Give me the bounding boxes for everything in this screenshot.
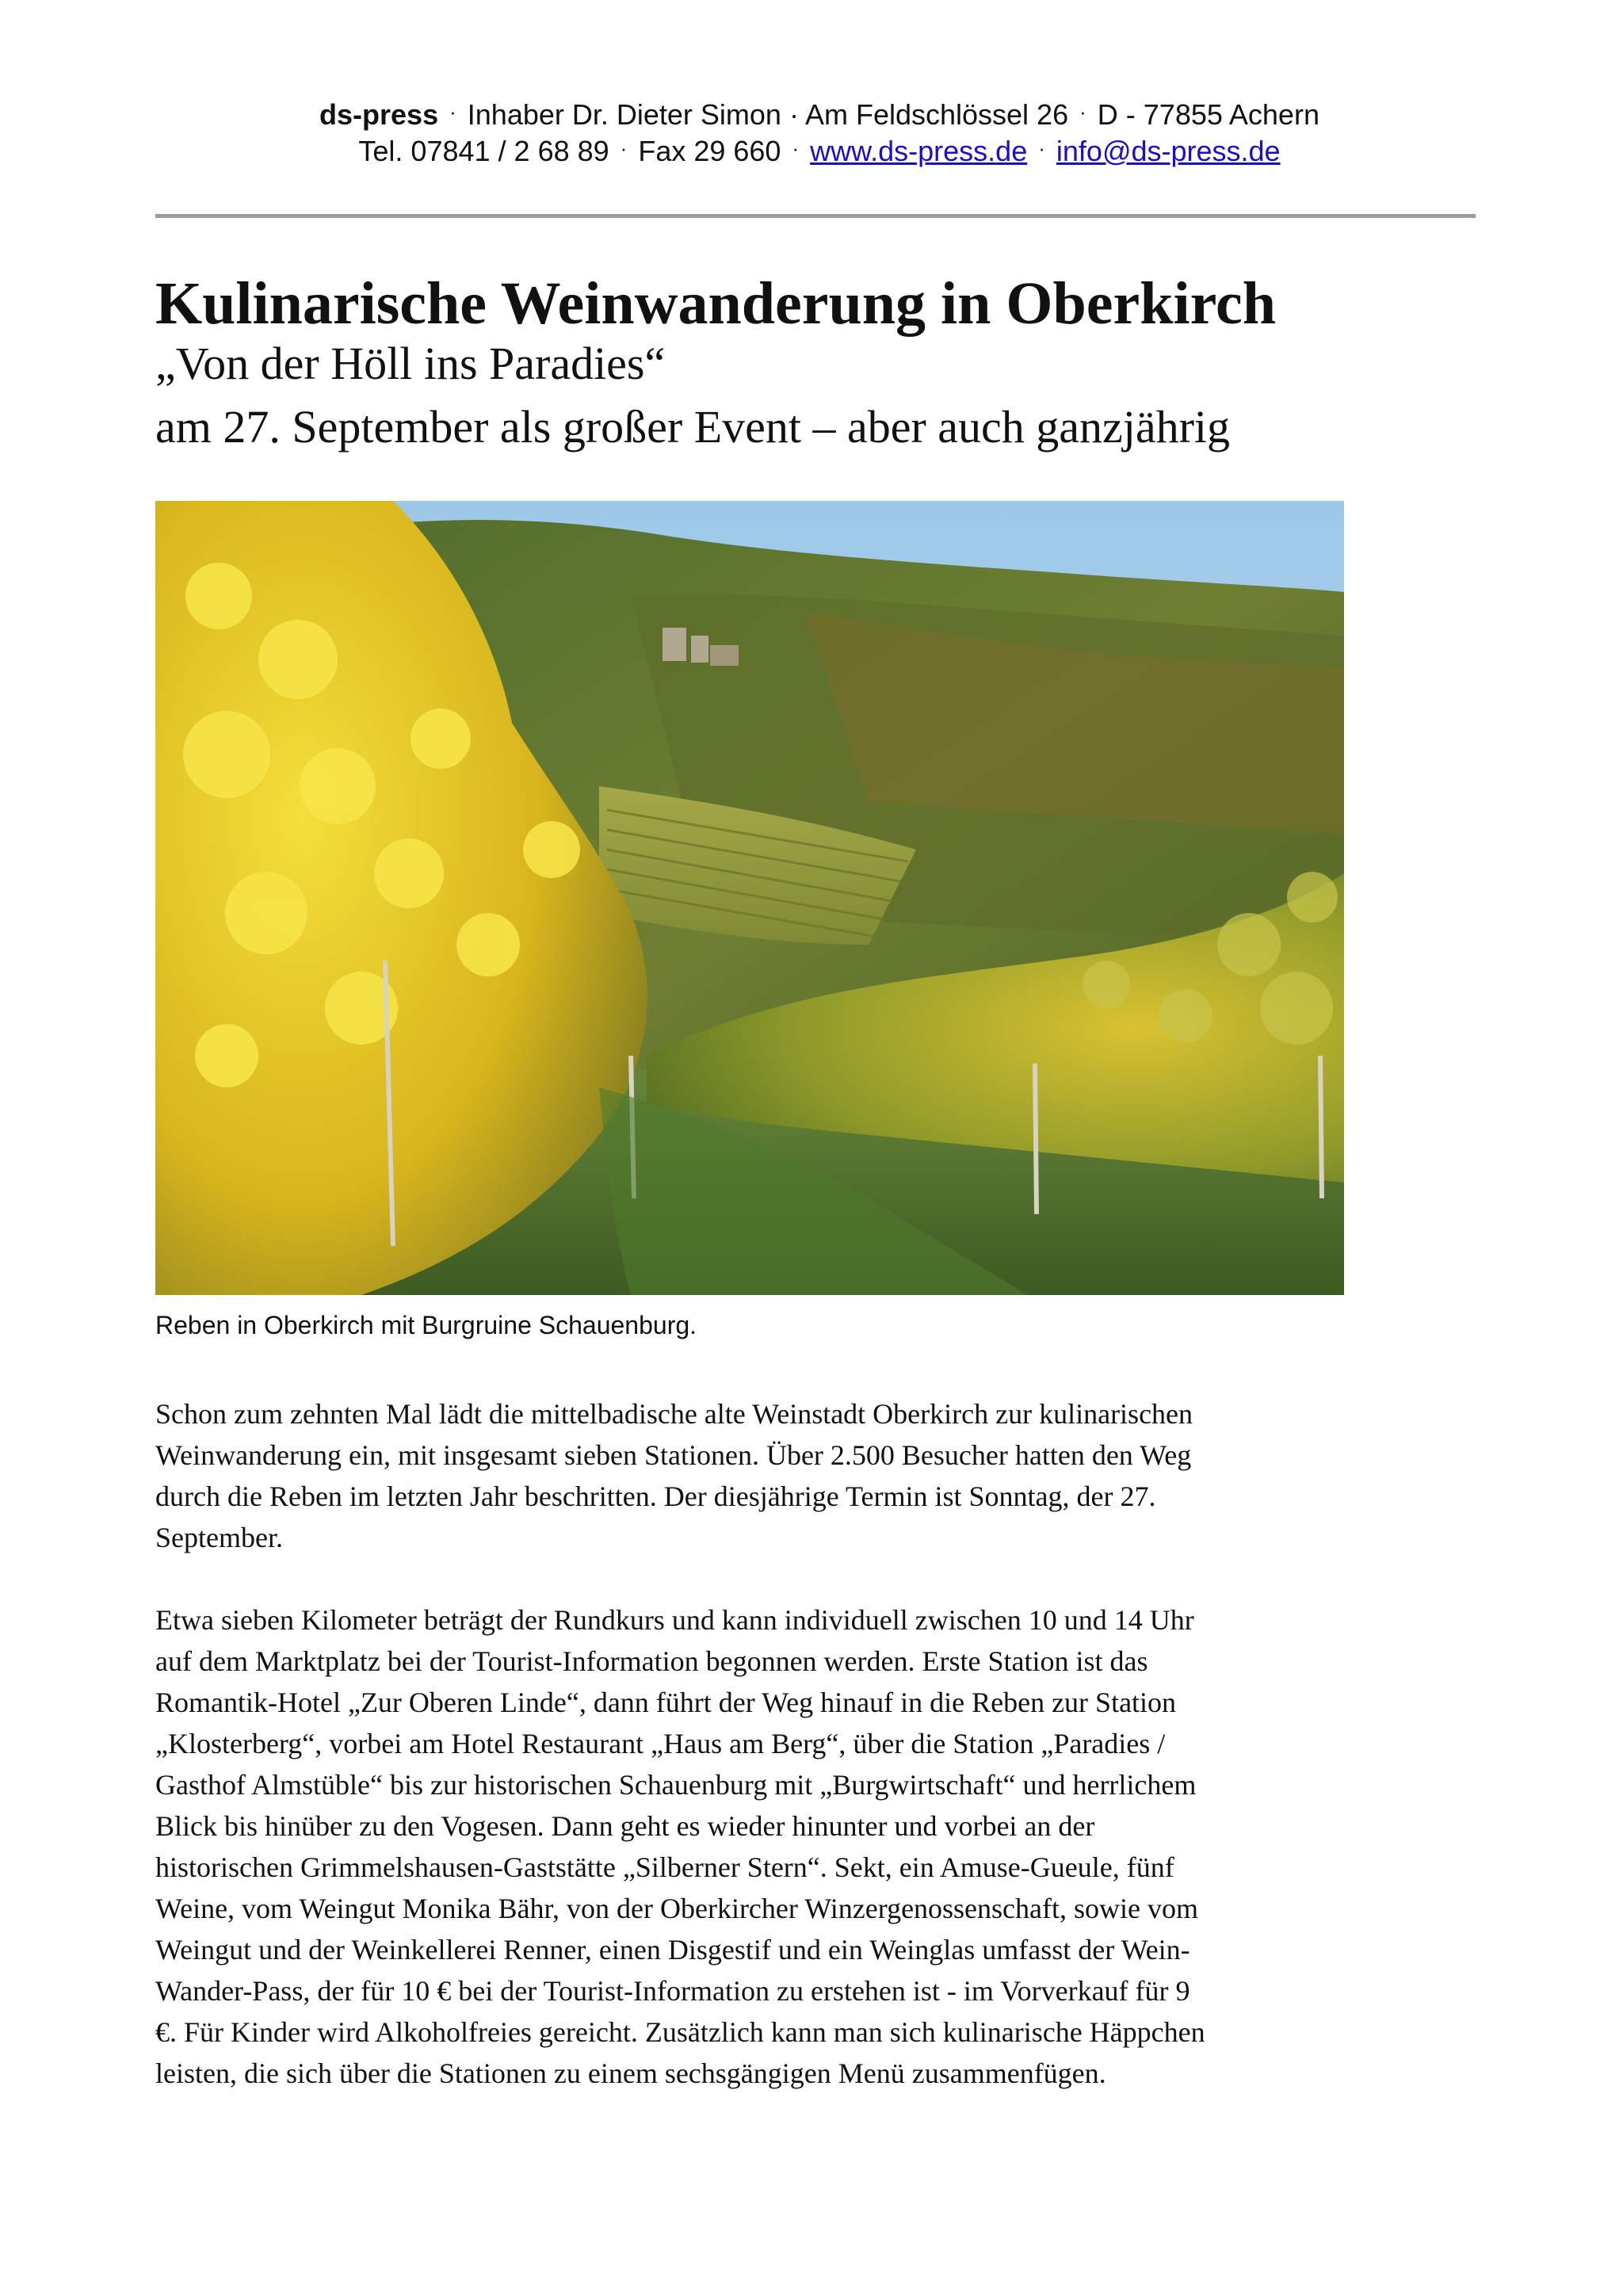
separator-dot: ·: [1038, 136, 1045, 160]
image-caption: Reben in Oberkirch mit Burgruine Schauenburg.: [155, 1311, 697, 1339]
separator-dot: ·: [449, 100, 456, 124]
article-paragraph: Schon zum zehnten Mal lädt die mittelbadische alte Weinstadt Oberkirch zur kulinarischen Weinwanderung ein, mit insgesamt sieben Stationen. Über 2.500 Besucher hatten den Weg durch die Reben im letzten Jahr beschritten. Der diesjährige Termin ist Sonntag, der 27. September.: [155, 1398, 1193, 1553]
separator-dot: ·: [792, 136, 800, 160]
city: D - 77855 Achern: [1097, 98, 1319, 131]
letterhead-line-1: [155, 97, 1484, 133]
separator-dot: ·: [1079, 100, 1086, 124]
email-link[interactable]: info@ds-press.de: [1056, 135, 1281, 167]
letterhead-line-2: [155, 133, 1484, 170]
phone-number: Tel. 07841 / 2 68 89: [358, 135, 609, 167]
header-divider: [155, 214, 1476, 218]
separator-dot: ·: [620, 136, 628, 160]
article-subtitle-1: „Von der Höll ins Paradies“: [155, 338, 666, 389]
fax-number: Fax 29 660: [638, 135, 781, 167]
article-paragraph: Etwa sieben Kilometer beträgt der Rundkurs und kann individuell zwischen 10 und 14 Uhr auf dem Marktplatz bei der Tourist-Information begonnen werden. Erste Station ist das Romantik-Hotel „Zur Oberen Linde“, dann führt der Weg hinauf in die Reben zur Station „Klosterberg“, vorbei am Hotel Restaurant „Haus am Berg“, über die Station „Paradies / Gasthof Almstüble“ bis zur historischen Schauenburg mit „Burgwirtschaft“ und herrlichem Blick bis hinüber zu den Vogesen. Dann geht es wieder hinunter und vorbei an der historischen Grimmelshausen-Gaststätte „Silberner Stern“. Sekt, ein Amuse-Gueule, fünf Weine, vom Weingut Monika Bähr, von der Oberkircher Winzergenossenschaft, sowie vom Weingut und der Weinkellerei Renner, einen Disgestif und ein Weinglas umfasst der Wein-Wander-Pass, der für 10 € bei der Tourist-Information zu erstehen ist - im Vorverkauf für 9 €. Für Kinder wird Alkoholfreies gereicht. Zusätzlich kann man sich kulinarische Häppchen leisten, die sich über die Stationen zu einem sechsgängigen Menü zusammenfügen.: [155, 1604, 1205, 2089]
owner-address: Inhaber Dr. Dieter Simon · Am Feldschlössel 26: [467, 98, 1069, 131]
article-subtitle-2: am 27. September als großer Event – aber auch ganzjährig: [155, 401, 1231, 453]
article-title: Kulinarische Weinwanderung in Oberkirch: [155, 270, 1276, 337]
website-link[interactable]: www.ds-press.de: [810, 135, 1028, 167]
company-name: ds-press: [319, 98, 439, 131]
vineyard-photo: [155, 501, 1344, 1295]
